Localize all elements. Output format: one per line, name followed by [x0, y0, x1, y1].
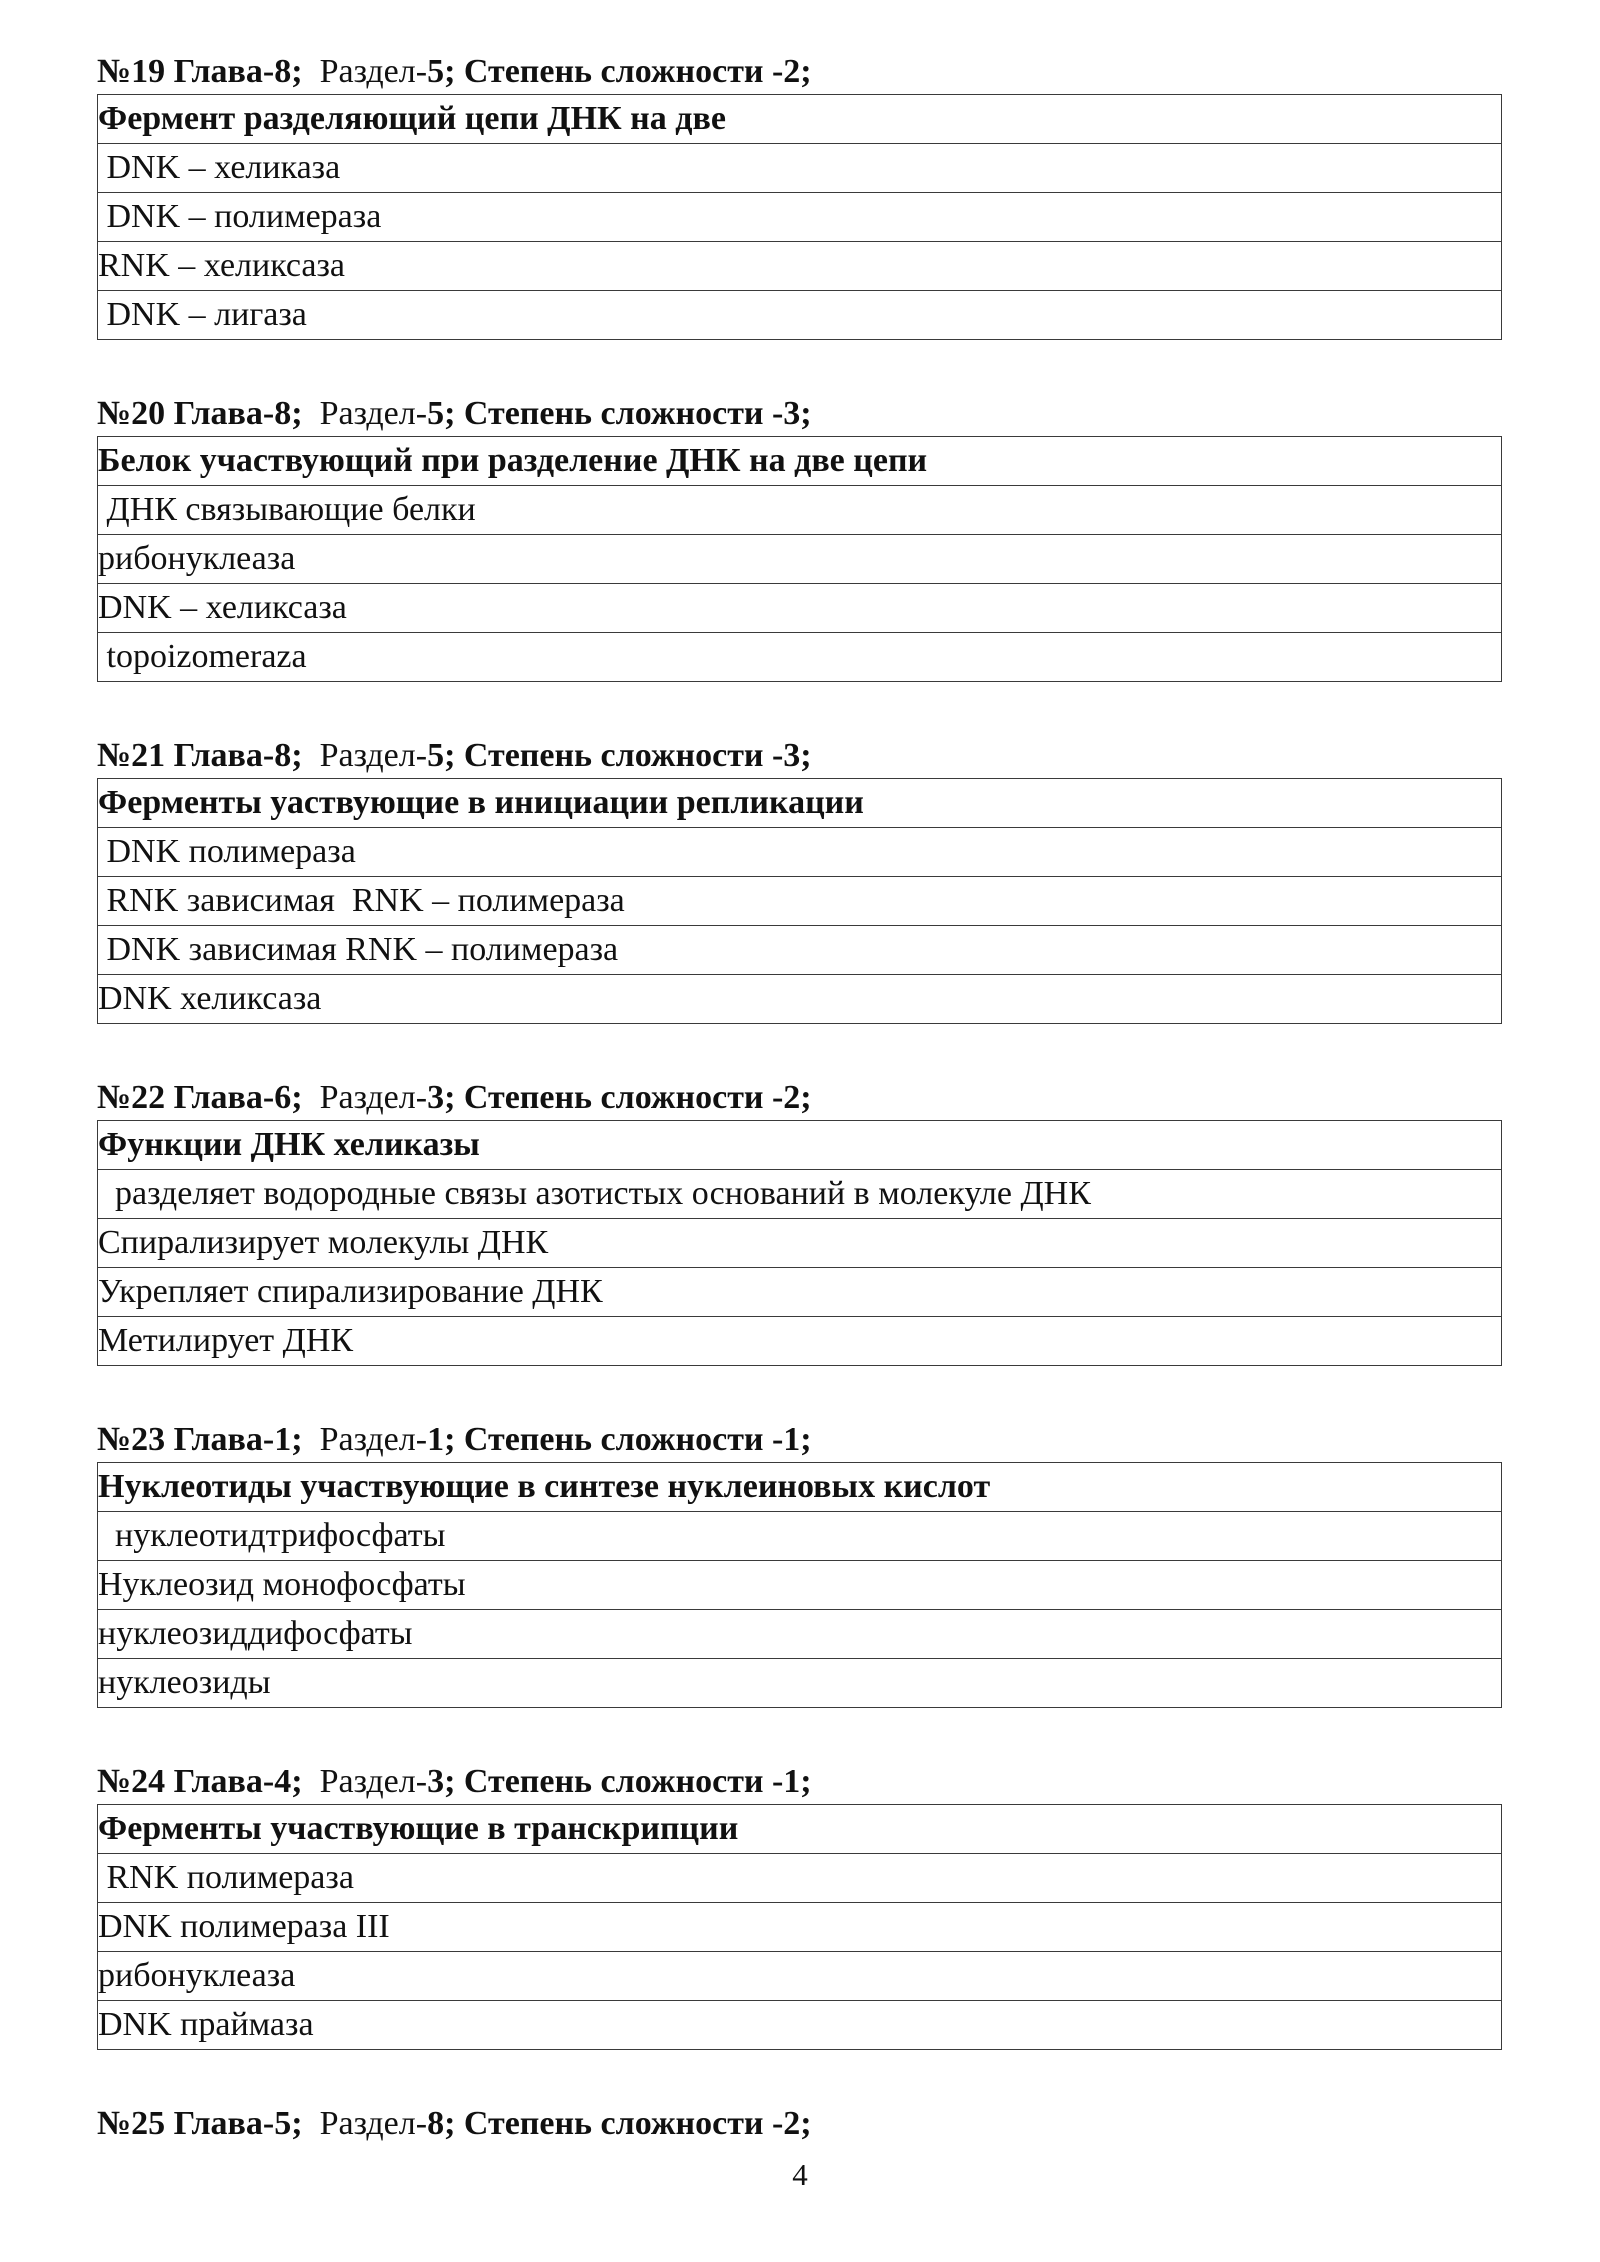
question-header: [97, 1076, 1502, 1120]
answer-option: topoizomeraza: [98, 633, 1502, 682]
question-section-label: Раздел-: [319, 737, 428, 774]
question-section-value: 3;: [427, 1079, 456, 1116]
question-section-value: 8;: [427, 2105, 456, 2142]
question-chapter: Глава-8;: [173, 737, 303, 774]
question-number: №23: [97, 1421, 166, 1458]
question-section-value: 5;: [427, 395, 456, 432]
question-chapter: Глава-4;: [173, 1763, 303, 1800]
question-table: [97, 94, 1502, 340]
question-header: [97, 1418, 1502, 1462]
question-chapter: Глава-8;: [173, 53, 303, 90]
page-number: 4: [792, 2157, 808, 2192]
question-header: [97, 1760, 1502, 1804]
question-table: [97, 436, 1502, 682]
answer-option: DNK – полимераза: [98, 193, 1502, 242]
question-title: Белок участвующий при разделение ДНК на две цепи: [98, 437, 1502, 486]
question-20: [97, 392, 1502, 682]
answer-option: RNK зависимая RNK – полимераза: [98, 877, 1502, 926]
question-difficulty: Степень сложности -3;: [463, 395, 812, 432]
answer-option: разделяет водородные связы азотистых оснований в молекуле ДНК: [98, 1170, 1502, 1219]
question-difficulty: Степень сложности -3;: [463, 737, 812, 774]
question-number: №22: [97, 1079, 166, 1116]
answer-option: Метилирует ДНК: [98, 1317, 1502, 1366]
question-section-value: 5;: [427, 737, 456, 774]
question-chapter: Глава-6;: [173, 1079, 303, 1116]
question-section-label: Раздел-: [319, 2105, 428, 2142]
answer-option: Укрепляет спирализирование ДНК: [98, 1268, 1502, 1317]
answer-option: нуклеозиддифосфаты: [98, 1610, 1502, 1659]
question-difficulty: Степень сложности -2;: [463, 1079, 812, 1116]
answer-option: DNK полимераза: [98, 828, 1502, 877]
question-chapter: Глава-5;: [173, 2105, 303, 2142]
answer-option: DNK полимераза III: [98, 1903, 1502, 1952]
question-title: Функции ДНК хеликазы: [98, 1121, 1502, 1170]
question-difficulty: Степень сложности -2;: [463, 2105, 812, 2142]
question-title: Нуклеотиды участвующие в синтезе нуклеиновых кислот: [98, 1463, 1502, 1512]
question-difficulty: Степень сложности -2;: [463, 53, 812, 90]
answer-option: рибонуклеаза: [98, 1952, 1502, 2001]
question-chapter: Глава-8;: [173, 395, 303, 432]
answer-option: RNK полимераза: [98, 1854, 1502, 1903]
question-table: [97, 1120, 1502, 1366]
question-section-label: Раздел-: [319, 1421, 428, 1458]
question-number: №25: [97, 2105, 166, 2142]
question-header: [97, 392, 1502, 436]
question-difficulty: Степень сложности -1;: [463, 1763, 812, 1800]
question-header: [97, 734, 1502, 778]
question-24: [97, 1760, 1502, 2050]
answer-option: нуклеозиды: [98, 1659, 1502, 1708]
question-22: [97, 1076, 1502, 1366]
answer-option: DNK – лигаза: [98, 291, 1502, 340]
question-21: [97, 734, 1502, 1024]
answer-option: DNK зависимая RNK – полимераза: [98, 926, 1502, 975]
question-table: [97, 1462, 1502, 1708]
question-section-value: 3;: [427, 1763, 456, 1800]
question-header: [97, 50, 1502, 94]
question-table: [97, 1804, 1502, 2050]
answer-option: нуклеотидтрифосфаты: [98, 1512, 1502, 1561]
question-chapter: Глава-1;: [173, 1421, 303, 1458]
question-section-value: 1;: [427, 1421, 456, 1458]
question-number: №21: [97, 737, 166, 774]
answer-option: Нуклеозид монофосфаты: [98, 1561, 1502, 1610]
question-table: [97, 778, 1502, 1024]
answer-option: DNK хеликсаза: [98, 975, 1502, 1024]
question-section-label: Раздел-: [319, 1763, 428, 1800]
answer-option: рибонуклеаза: [98, 535, 1502, 584]
question-header: [97, 2102, 1502, 2146]
question-section-label: Раздел-: [319, 395, 428, 432]
question-title: Ферменты участвующие в транскрипции: [98, 1805, 1502, 1854]
answer-option: RNK – хеликсаза: [98, 242, 1502, 291]
answer-option: ДНК связывающие белки: [98, 486, 1502, 535]
question-title: Фермент разделяющий цепи ДНК на две: [98, 95, 1502, 144]
question-section-label: Раздел-: [319, 1079, 428, 1116]
answer-option: DNK праймаза: [98, 2001, 1502, 2050]
question-25: [97, 2102, 1502, 2146]
answer-option: DNK – хеликаза: [98, 144, 1502, 193]
question-title: Ферменты уаствующие в инициации репликации: [98, 779, 1502, 828]
question-number: №24: [97, 1763, 166, 1800]
question-19: [97, 50, 1502, 340]
answer-option: Спирализирует молекулы ДНК: [98, 1219, 1502, 1268]
question-section-label: Раздел-: [319, 53, 428, 90]
question-section-value: 5;: [427, 53, 456, 90]
question-23: [97, 1418, 1502, 1708]
question-number: №20: [97, 395, 166, 432]
question-difficulty: Степень сложности -1;: [463, 1421, 812, 1458]
answer-option: DNK – хеликсаза: [98, 584, 1502, 633]
question-number: №19: [97, 53, 166, 90]
